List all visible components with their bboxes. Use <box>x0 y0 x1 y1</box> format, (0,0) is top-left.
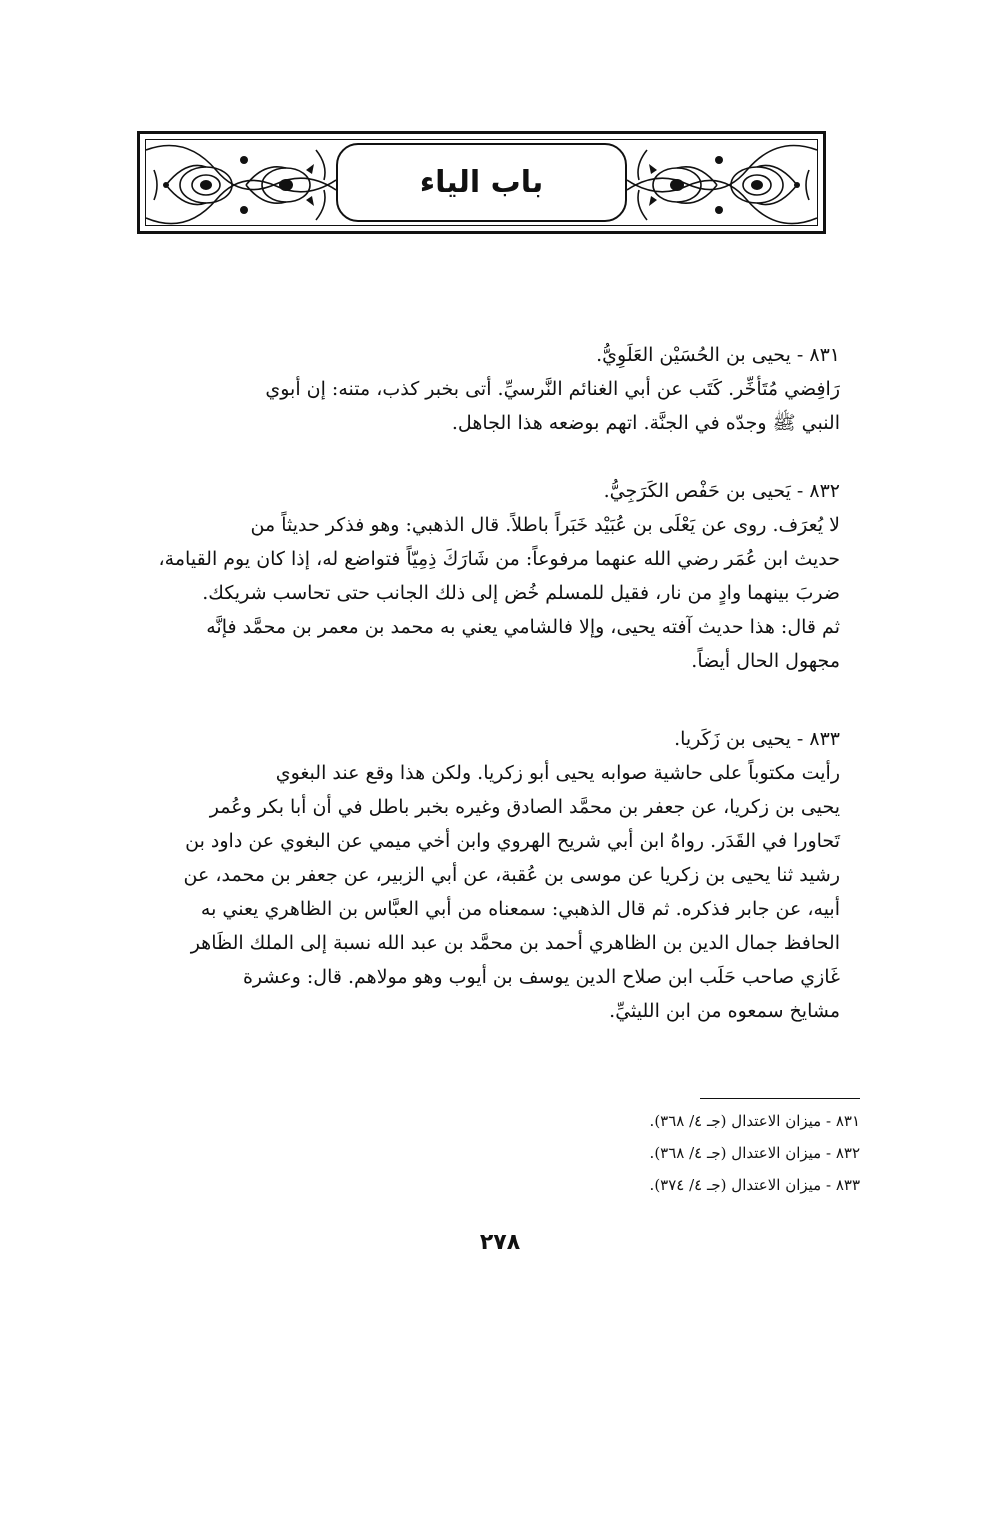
footnotes <box>400 1105 860 1201</box>
entry-heading: ٨٣١ - يحيى بن الحُسَيْن العَلَوِيُّ. <box>596 344 840 366</box>
entry-line: النبي ﷺ وجدّه في الجنَّة. اتهم بوضعه هذا الجاهل. <box>451 412 840 434</box>
footnote: ٨٣٣ - ميزان الاعتدال (جـ ٤/ ٣٧٤). <box>649 1176 860 1194</box>
entry-line: رشيد ثنا يحيى بن زكريا عن موسى بن عُقبة، عن أبي الزبير، عن جعفر بن محمد، عن <box>183 864 840 886</box>
entry-line: الحافظ جمال الدين بن الظاهري أحمد بن محمَّد بن عبد الله نسبة إلى الملك الظَاهر <box>190 932 840 954</box>
entry-line: رأيت مكتوباً على حاشية صوابه يحيى أبو زكريا. ولكن هذا وقع عند البغوي <box>275 762 840 784</box>
entry-line: مشايخ سمعوه من ابن الليثيِّ. <box>609 1000 840 1022</box>
arabesque-ornament-left <box>146 140 336 226</box>
entry-832 <box>140 474 840 678</box>
entry-heading: ٨٣٣ - يحيى بن زَكَريا. <box>674 728 840 750</box>
footnote-separator <box>700 1098 860 1099</box>
footnote: ٨٣٢ - ميزان الاعتدال (جـ ٤/ ٣٦٨). <box>649 1144 860 1162</box>
entry-line: رَافِضي مُتَأخِّر. كَتَب عن أبي الغنائم النَّرسيِّ. أتى بخبر كذب، متنه: إن أبوي <box>265 378 840 400</box>
entry-line: حديث ابن عُمَر رضي الله عنهما مرفوعاً: من شَارَكَ ذِمِيّاً فتواضع له، إذا كان يوم القيامة، <box>158 548 840 570</box>
chapter-banner <box>137 131 826 234</box>
entry-line: أبيه، عن جابر فذكره. ثم قال الذهبي: سمعناه من أبي العبَّاس بن الظاهري يعني به <box>200 898 840 920</box>
page-number: ٢٧٨ <box>479 1230 521 1255</box>
entry-line: لا يُعرَف. روى عن يَعْلَى بن عُبَيْد خَبَراً باطلاً. قال الذهبي: وهو فذكر حديثاً من <box>250 514 840 536</box>
entry-line: ضربَ بينهما وادٍ من نار، فقيل للمسلم خُض إلى ذلك الجانب حتى تحاسب شريكك. <box>202 582 840 604</box>
entry-line: يحيى بن زكريا، عن جعفر بن محمَّد الصادق وغيره بخبر باطل في أن أبا بكر وعُمر <box>209 796 840 818</box>
entry-line: تَحاورا في القَدَر. رواهُ ابن أبي شريح الهروي وابن أخي ميمي عن البغوي عن داود بن <box>185 830 840 852</box>
entry-heading: ٨٣٢ - يَحيى بن حَفْص الكَرَجِيُّ. <box>603 480 840 502</box>
footnote: ٨٣١ - ميزان الاعتدال (جـ ٤/ ٣٦٨). <box>649 1112 860 1130</box>
chapter-title: باب الياء <box>419 165 544 200</box>
entry-833 <box>140 722 840 1028</box>
title-cartouche <box>336 143 627 222</box>
arabesque-ornament-right <box>627 140 817 226</box>
entry-line: غَازي صاحب حَلَب ابن صلاح الدين يوسف بن أيوب وهو مولاهم. قال: وعشرة <box>242 966 840 988</box>
entry-line: مجهول الحال أيضاً. <box>691 650 840 672</box>
banner-frame <box>145 139 818 226</box>
entry-831 <box>140 338 840 440</box>
entry-line: ثم قال: هذا حديث آفته يحيى، وإلا فالشامي يعني به محمد بن معمر بن محمَّد فإنَّه <box>206 616 840 638</box>
